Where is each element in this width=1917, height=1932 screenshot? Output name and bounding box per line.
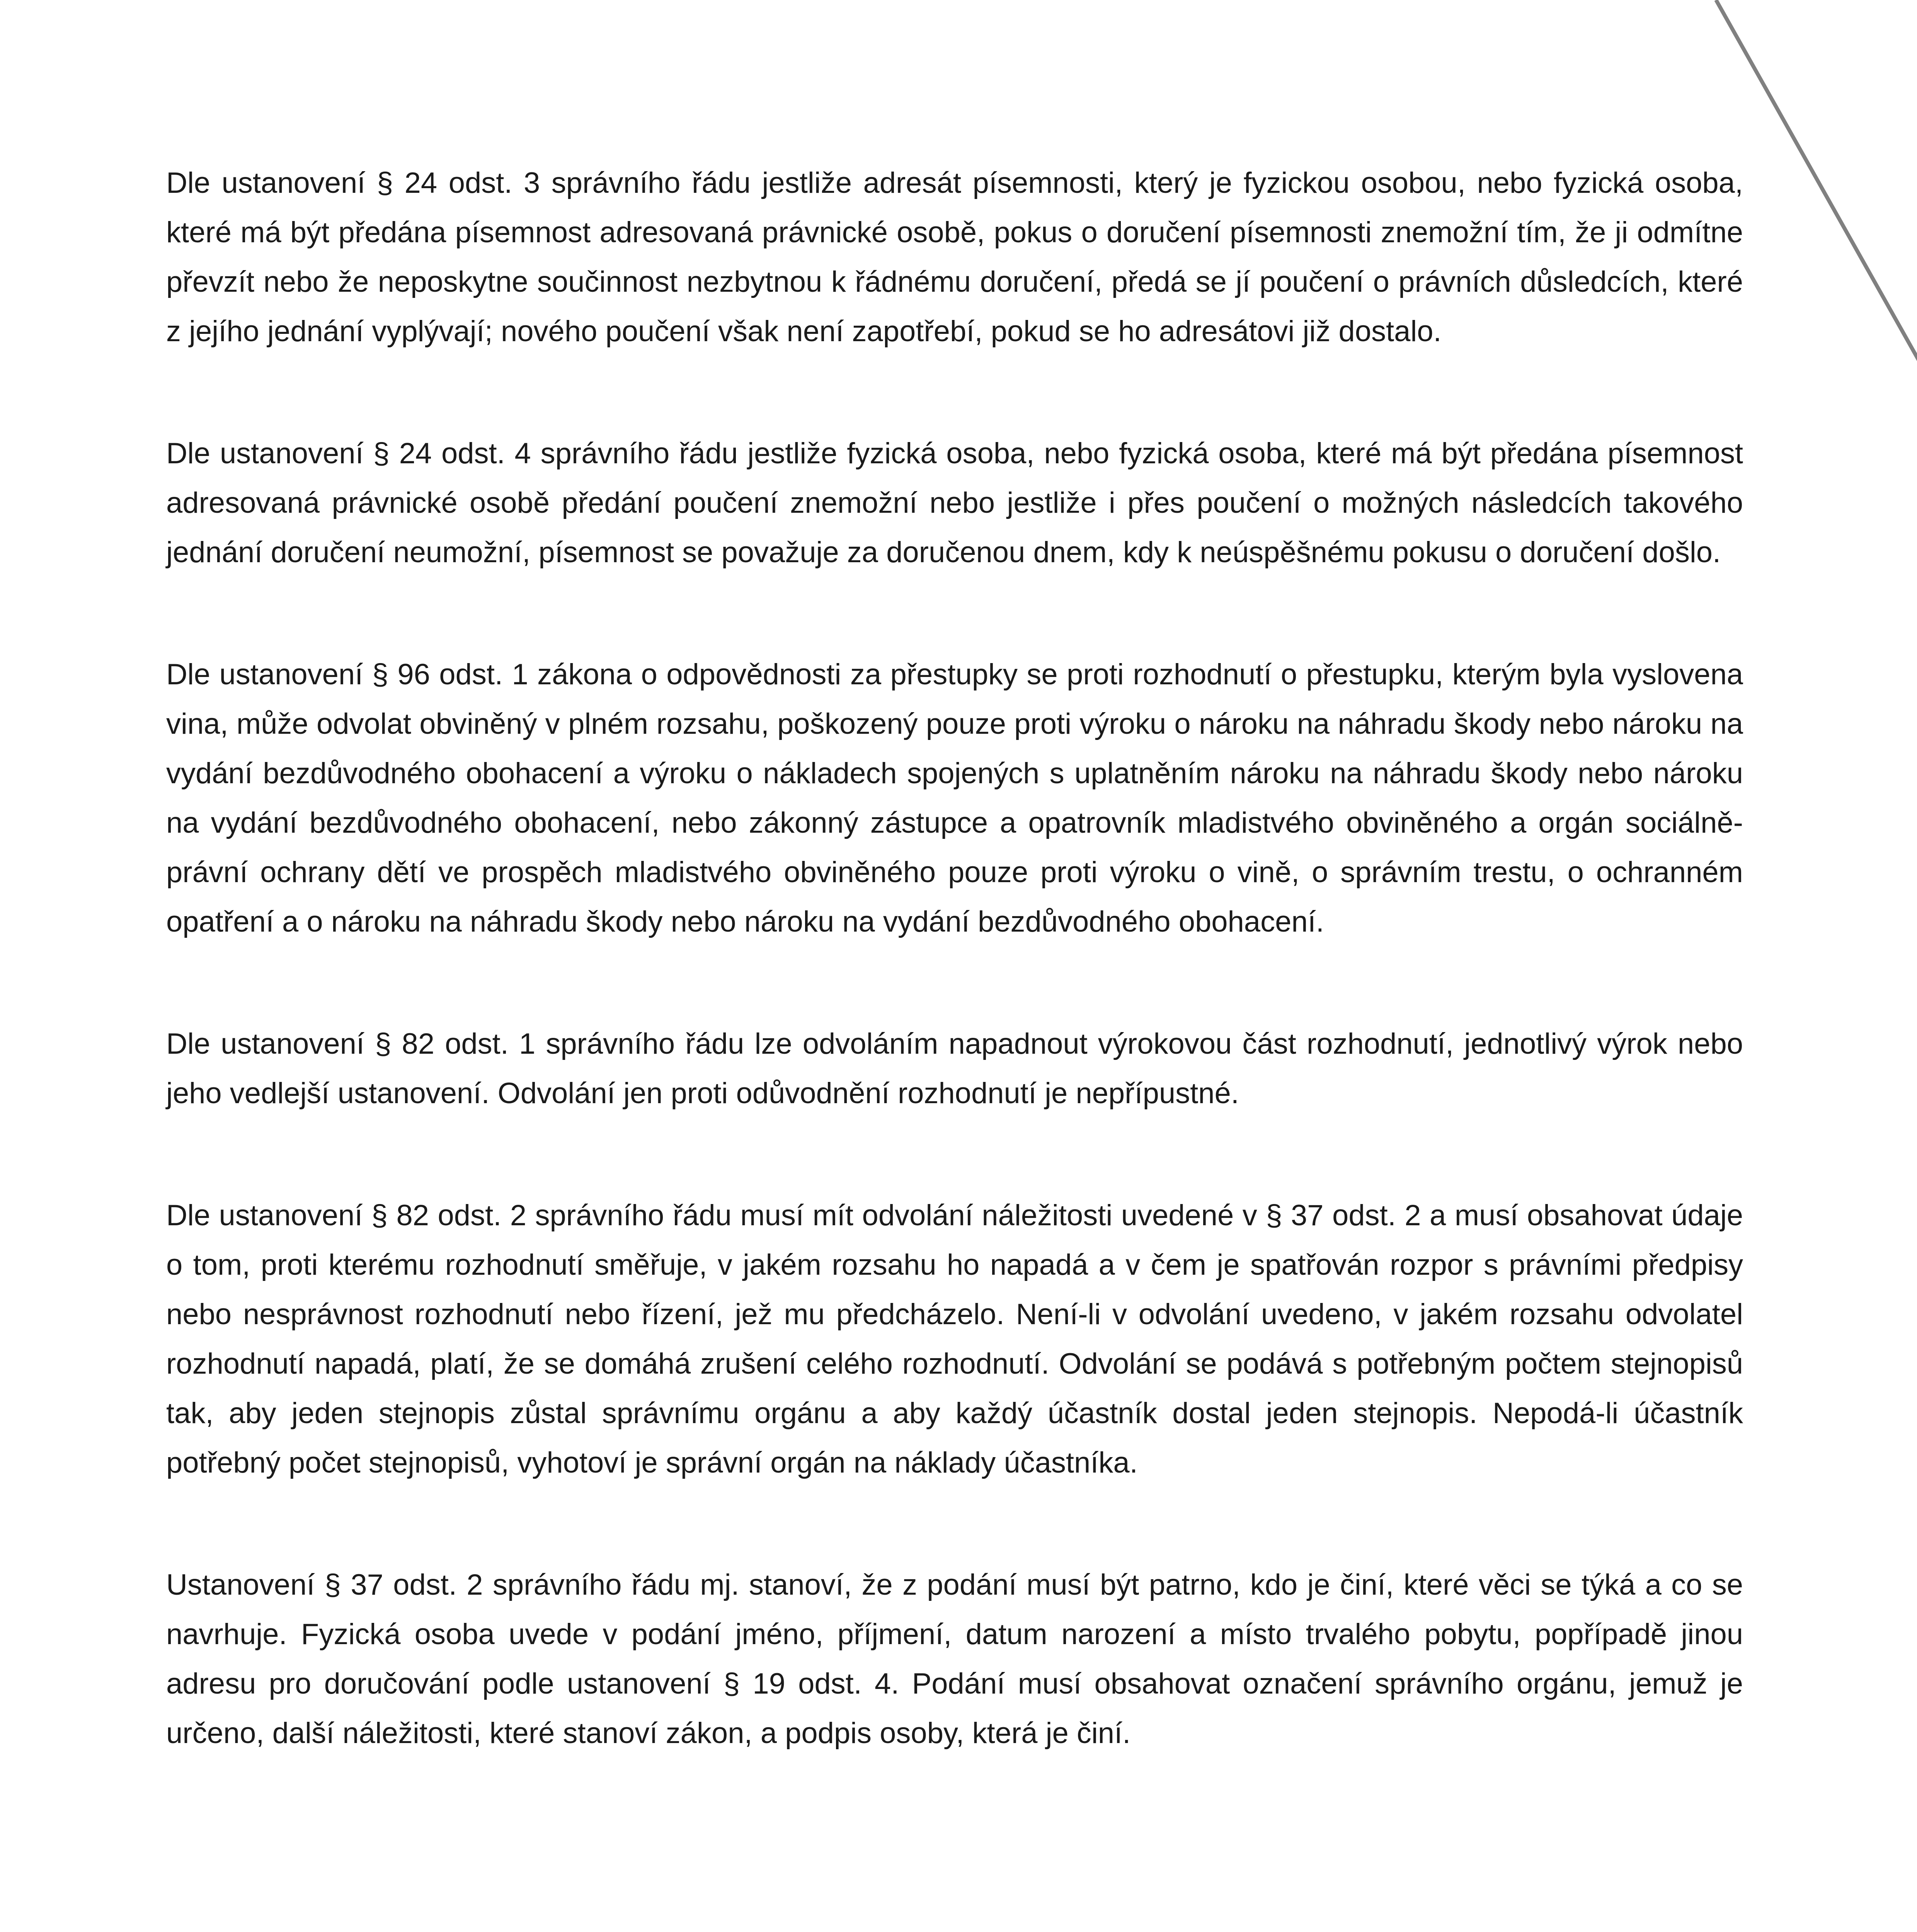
paragraph-24-4: Dle ustanovení § 24 odst. 4 správního řádu jestliže fyzická osoba, nebo fyzická osoba, které má být předána písemnost adresovaná právnické osobě předání poučení znemožní nebo jestliže i přes poučení o možných následcích takového jednání doručení neumožní, písemnost se považuje za doručenou dnem, kdy k neúspěšnému pokusu o doručení došlo. <box>166 437 1743 569</box>
paragraph-37-2: Ustanovení § 37 odst. 2 správního řádu mj. stanoví, že z podání musí být patrno, kdo je činí, které věci se týká a co se navrhuje. Fyzická osoba uvede v podání jméno, příjmení, datum narození a místo trvalého pobytu, popřípadě jinou adresu pro doručování podle ustanovení § 19 odst. 4. Podání musí obsahovat označení správního orgánu, jemuž je určeno, další náležitosti, které stanoví zákon, a podpis osoby, která je činí. <box>166 1568 1743 1750</box>
paragraph-24-3: Dle ustanovení § 24 odst. 3 správního řádu jestliže adresát písemnosti, který je fyzickou osobou, nebo fyzická osoba, které má být předána písemnost adresovaná právnické osobě, pokus o doručení písemnosti znemožní tím, že ji odmítne převzít nebo že neposkytne součinnost nezbytnou k řádnému doručení, předá se jí poučení o právních důsledcích, které z jejího jednání vyplývají; nového poučení však není zapotřebí, pokud se ho adresátovi již dostalo. <box>166 167 1743 348</box>
paragraph-82-2: Dle ustanovení § 82 odst. 2 správního řádu musí mít odvolání náležitosti uvedené v § 37 odst. 2 a musí obsahovat údaje o tom, proti kterému rozhodnutí směřuje, v jakém rozsahu ho napadá a v čem je spatřován rozpor s právními předpisy nebo nesprávnost rozhodnutí nebo řízení, jež mu předcházelo. Není-li v odvolání uvedeno, v jakém rozsahu odvolatel rozhodnutí napadá, platí, že se domáhá zrušení celého rozhodnutí. Odvolání se podává s potřebným počtem stejnopisů tak, aby jeden stejnopis zůstal správnímu orgánu a aby každý účastník dostal jeden stejnopis. Nepodá-li účastník potřebný počet stejnopisů, vyhotoví je správní orgán na náklady účastníka. <box>166 1199 1743 1479</box>
paragraph-82-1: Dle ustanovení § 82 odst. 1 správního řádu lze odvoláním napadnout výrokovou část rozhodnutí, jednotlivý výrok nebo jeho vedlejší ustanovení. Odvolání jen proti odůvodnění rozhodnutí je nepřípustné. <box>166 1027 1743 1110</box>
document-body <box>166 158 1743 1831</box>
paragraph-96-1: Dle ustanovení § 96 odst. 1 zákona o odpovědnosti za přestupky se proti rozhodnutí o přestupku, kterým byla vyslovena vina, může odvolat obviněný v plném rozsahu, poškozený pouze proti výroku o nároku na náhradu škody nebo nároku na vydání bezdůvodného obohacení a výroku o nákladech spojených s uplatněním nároku na náhradu škody nebo nároku na vydání bezdůvodného obohacení, nebo zákonný zástupce a opatrovník mladistvého obviněného a orgán sociálně-právní ochrany dětí ve prospěch mladistvého obviněného pouze proti výroku o vině, o správním trestu, o ochranném opatření a o nároku na náhradu škody nebo nároku na vydání bezdůvodného obohacení. <box>166 658 1743 938</box>
